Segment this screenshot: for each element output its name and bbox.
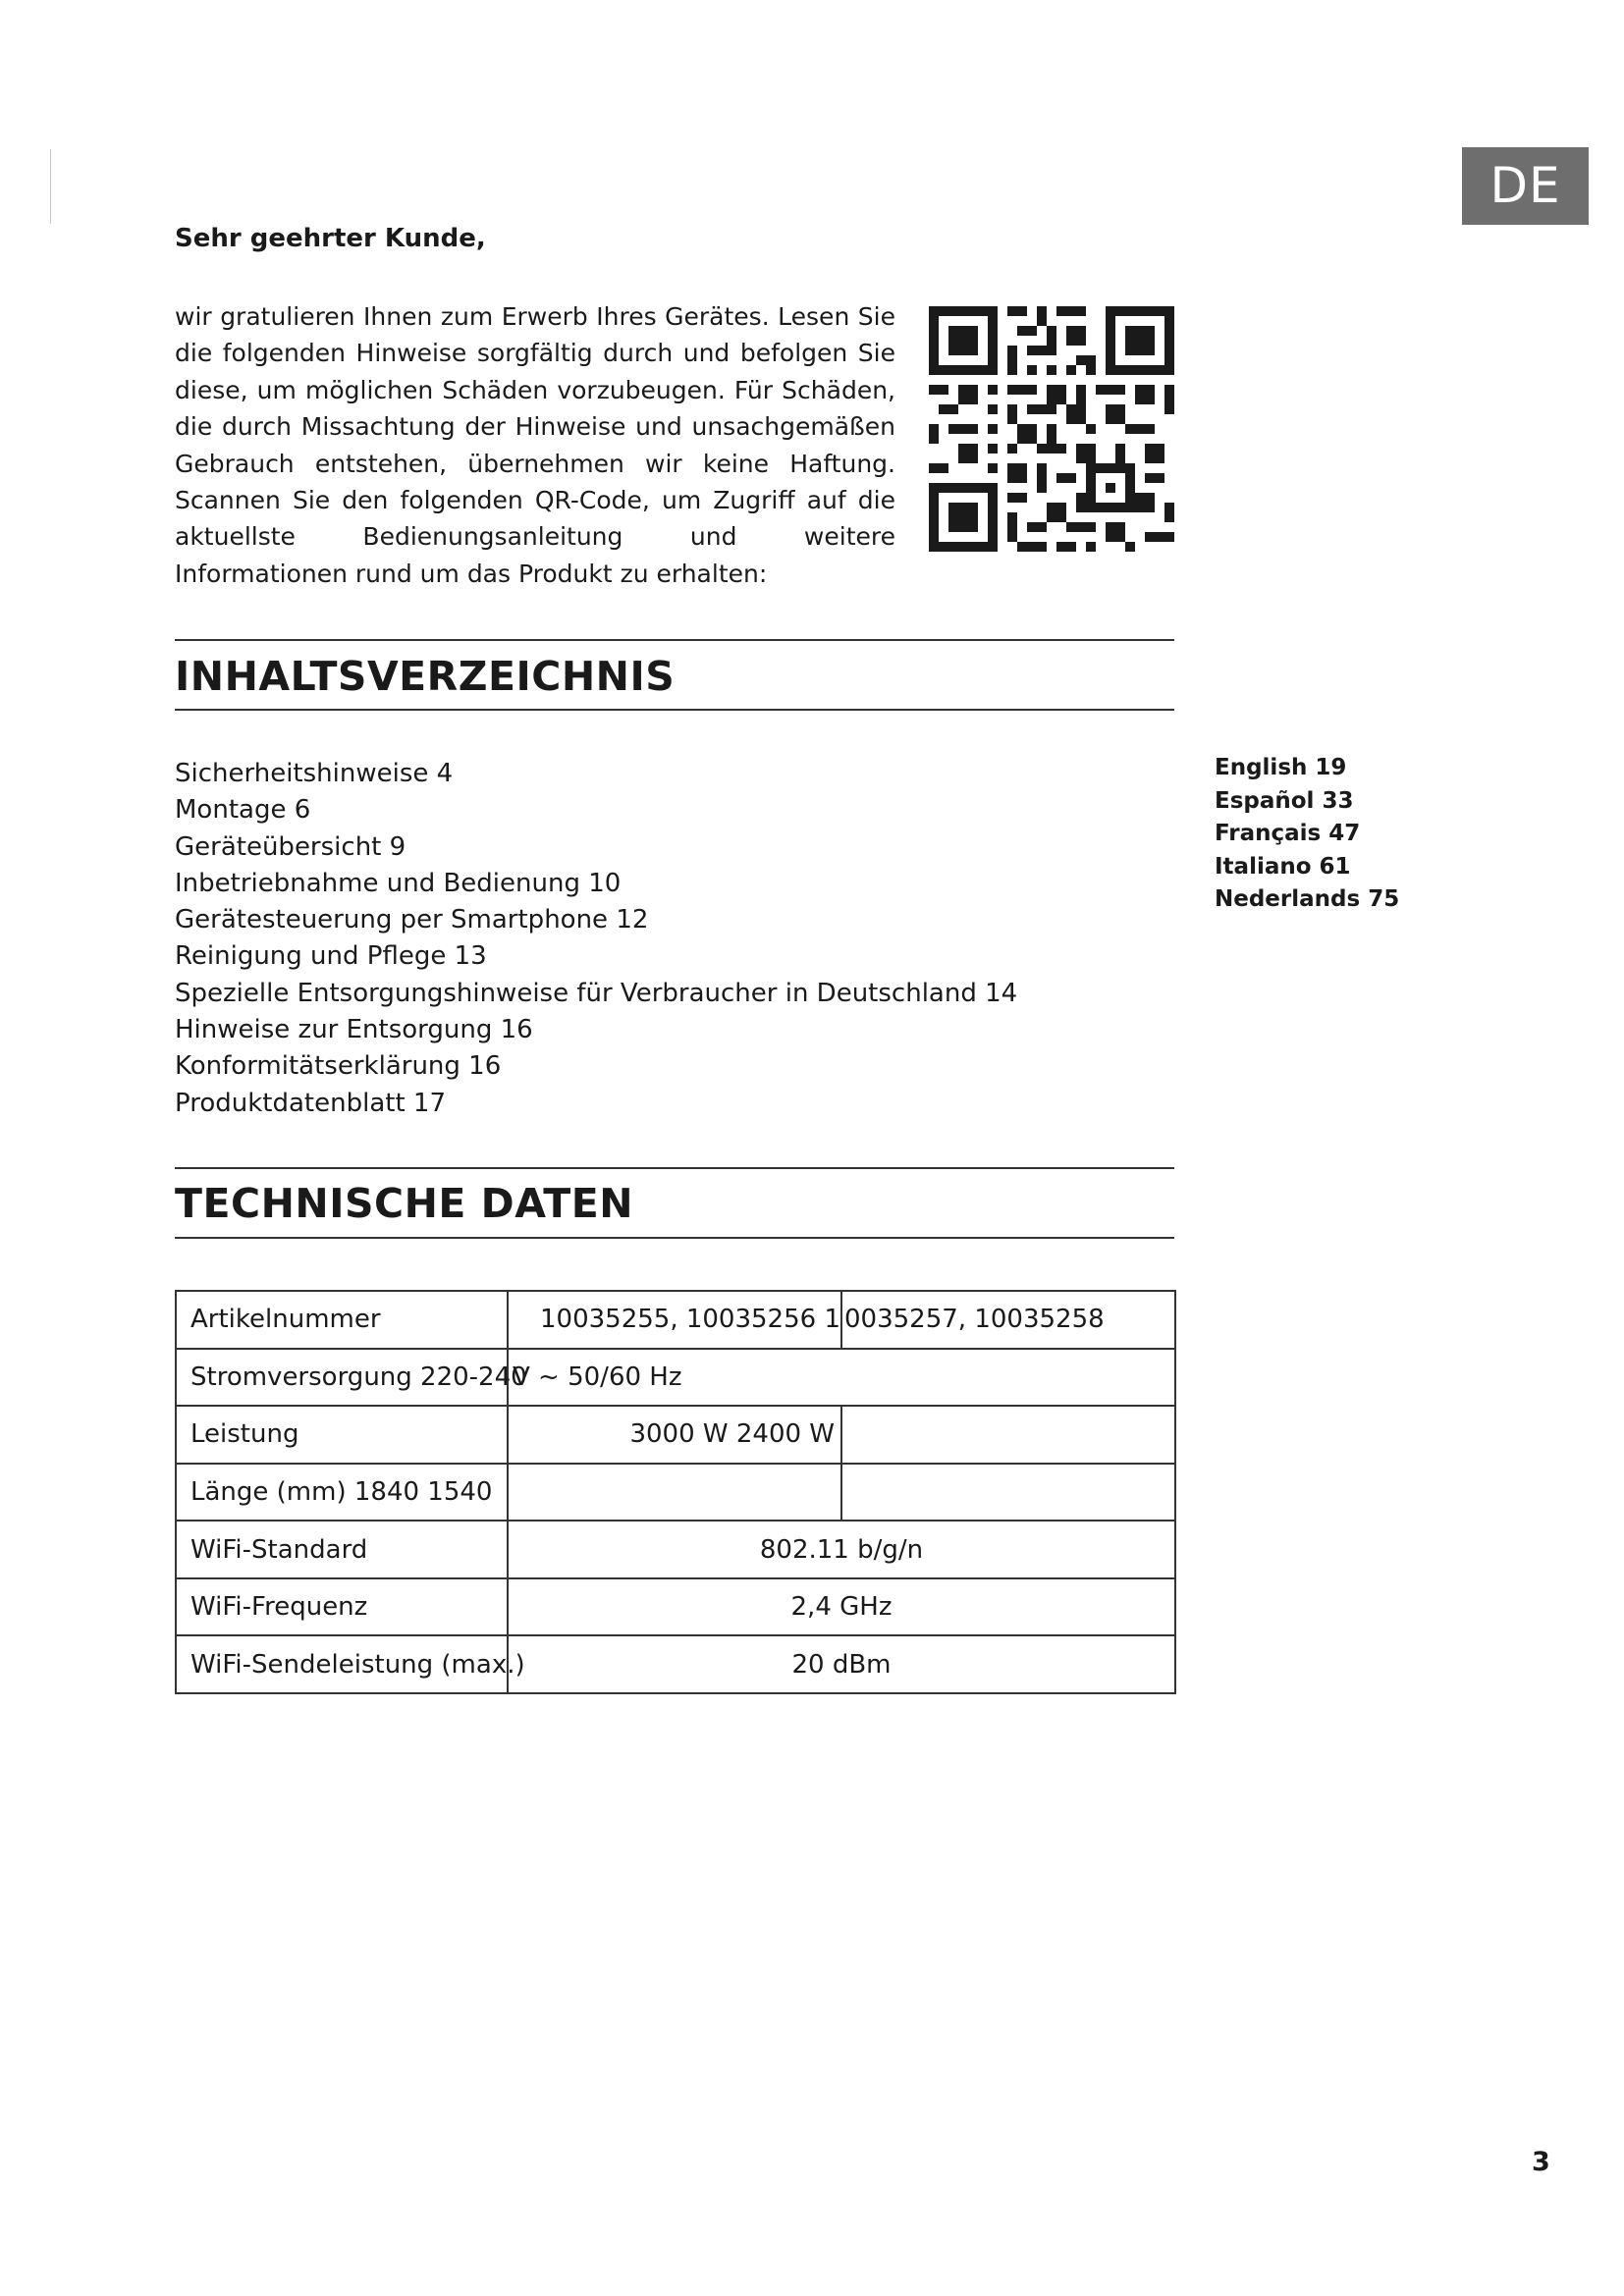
- toc-entry: Spezielle Entsorgungshinweise für Verbraucher in Deutschland 14: [175, 978, 1018, 1008]
- spec-value: [508, 1464, 841, 1522]
- toc-bottom-rule: [175, 709, 1174, 711]
- toc-top-rule: [175, 639, 1174, 641]
- spec-label: Länge (mm) 1840 1540: [176, 1464, 508, 1522]
- spec-label: WiFi-Standard: [176, 1521, 508, 1578]
- toc-entry: Konformitätserklärung 16: [175, 1051, 502, 1082]
- table-row: [176, 1578, 1175, 1636]
- spec-value: 3000 W 2400 W: [508, 1406, 841, 1464]
- intro-paragraph: wir gratulieren Ihnen zum Erwerb Ihres Gerätes. Lesen Sie die folgenden Hinweise sorgfältig durch und befolgen Sie diese, um möglichen Schäden vorzubeugen. Für Schäden, die durch Missachtung der Hinweise und unsachgemäßen Gebrauch entstehen, übernehmen wir keine Haftung. Scannen Sie den folgenden QR-Code, um Zugriff auf die aktuellste Bedienungsanleitung und weitere Informationen rund um das Produkt zu erhalten:: [175, 302, 895, 588]
- toc-entry: Inbetriebnahme und Bedienung 10: [175, 868, 622, 898]
- greeting: Sehr geehrter Kunde,: [175, 224, 486, 253]
- spec-value: 802.11 b/g/n: [508, 1521, 1175, 1578]
- tech-top-rule: [175, 1167, 1174, 1169]
- table-row: [176, 1464, 1175, 1522]
- specs-table: [175, 1290, 1176, 1694]
- spec-label: WiFi-Frequenz: [176, 1578, 508, 1636]
- margin-line: [50, 149, 51, 224]
- toc-entry: Reinigung und Pflege 13: [175, 941, 487, 972]
- spec-label: WiFi-Sendeleistung (max.): [176, 1635, 508, 1693]
- spec-value: 2,4 GHz: [508, 1578, 1175, 1636]
- tech-heading: TECHNISCHE DATEN: [175, 1180, 634, 1227]
- spec-value: [841, 1406, 1175, 1464]
- table-row: [176, 1349, 1175, 1407]
- spec-label: Artikelnummer: [176, 1291, 508, 1349]
- toc-entry: Sicherheitshinweise 4: [175, 759, 454, 788]
- tech-bottom-rule: [175, 1237, 1174, 1239]
- table-row: [176, 1521, 1175, 1578]
- spec-value: 20 dBm: [508, 1635, 1175, 1693]
- table-row: [176, 1635, 1175, 1693]
- page-number: 3: [1532, 2147, 1550, 2177]
- spec-value: 10035255, 10035256 1: [508, 1291, 841, 1349]
- spec-label: Leistung: [176, 1406, 508, 1464]
- table-row: [176, 1406, 1175, 1464]
- toc-list: [175, 756, 1017, 1122]
- toc-entry: Gerätesteuerung per Smartphone 12: [175, 905, 649, 935]
- language-entry: English 19: [1215, 755, 1347, 780]
- language-entry: Nederlands 75: [1215, 886, 1400, 913]
- toc-heading: INHALTSVERZEICHNIS: [175, 653, 676, 700]
- toc-entry: Geräteübersicht 9: [175, 831, 406, 862]
- toc-entry: Produktdatenblatt 17: [175, 1088, 446, 1118]
- spec-value: [841, 1464, 1175, 1522]
- qr-code-icon: [929, 306, 1174, 552]
- language-list: [1215, 752, 1399, 917]
- language-badge: DE: [1462, 147, 1589, 225]
- toc-entry: Hinweise zur Entsorgung 16: [175, 1015, 533, 1045]
- language-entry: Italiano 61: [1215, 853, 1351, 880]
- toc-entry: Montage 6: [175, 795, 311, 826]
- spec-label: Stromversorgung 220-240: [176, 1349, 508, 1407]
- spec-value: 0035257, 10035258: [841, 1291, 1175, 1349]
- spec-value: V ~ 50/60 Hz: [508, 1349, 1175, 1407]
- language-entry: Español 33: [1215, 787, 1354, 814]
- language-entry: Français 47: [1215, 821, 1361, 847]
- table-row: [176, 1291, 1175, 1349]
